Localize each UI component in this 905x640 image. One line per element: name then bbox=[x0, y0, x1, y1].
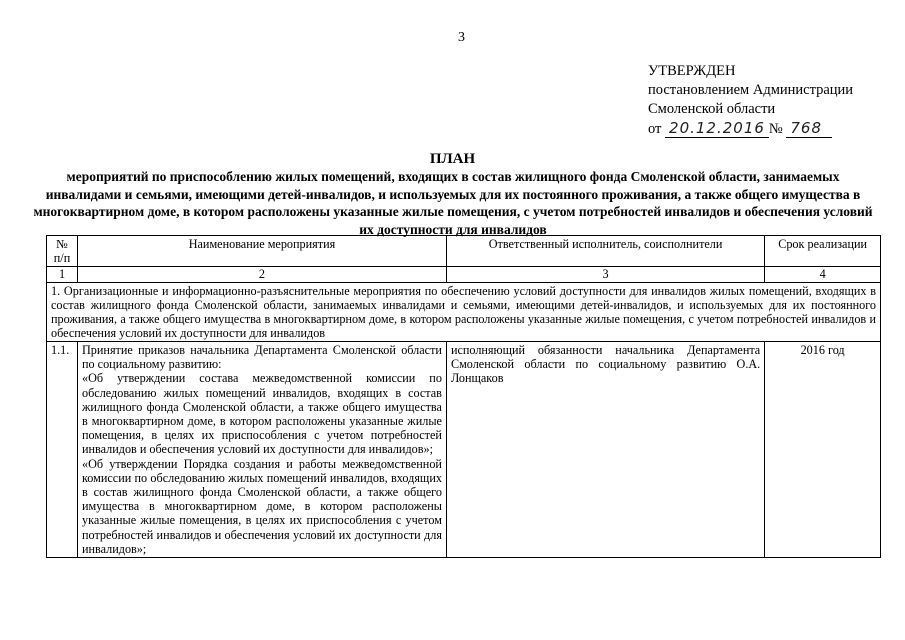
column-number: 4 bbox=[765, 267, 881, 283]
plan-title: ПЛАН bbox=[429, 151, 476, 167]
column-number-row bbox=[47, 267, 881, 283]
page-number: 3 bbox=[458, 30, 465, 45]
column-number: 3 bbox=[446, 267, 764, 283]
handwritten-number: 768 bbox=[786, 119, 832, 138]
row-name-paragraph: «Об утверждении Порядка создания и работы межведомственной комиссии по обследованию жилых помещений инвалидов, входящих в состав жилищного фонда Смоленской области, а также общего имущества в многоквартирном доме, в котором расположены указанные жилые помещения, в целях их приспособления с учетом потребностей инвалидов и обеспечения условий их доступности для инвалидов»; bbox=[82, 456, 442, 556]
section-heading: 1. Организационные и информационно-разъяснительные мероприятия по обеспечению условий доступности для инвалидов жилых помещений, входящих в состав жилищного фонда Смоленской области, занимаемых инвалидами и семьями, имеющими детей-инвалидов, и используемых для их постоянного проживания, а также общего имущества в многоквартирном доме, в котором расположены указанные жилые помещения, с учетом потребностей инвалидов и обеспечения условий их доступности для инвалидов bbox=[47, 283, 881, 342]
handwritten-date: 20.12.2016 bbox=[665, 119, 769, 138]
header-deadline: Срок реализации bbox=[765, 236, 881, 267]
section-row bbox=[47, 283, 881, 342]
date-prefix: от bbox=[648, 121, 662, 137]
number-prefix: № bbox=[768, 121, 783, 137]
approval-line-1: постановлением Администрации bbox=[648, 82, 854, 98]
plan-subtitle: мероприятий по приспособлению жилых помещений, входящих в состав жилищного фонда Смоленской области, занимаемых инвалидами и семьями, имеющими детей-инвалидов, и используемых для их постоянного проживания, а также общего имущества в многоквартирном доме, в котором расположены указанные жилые помещения, с учетом потребностей инвалидов и обеспечения условий их доступности для инвалидов bbox=[33, 169, 873, 237]
header-executor: Ответственный исполнитель, соисполнители bbox=[446, 236, 764, 267]
approval-date-line bbox=[648, 119, 853, 139]
approval-stamp bbox=[648, 62, 853, 139]
header-name: Наименование мероприятия bbox=[78, 236, 447, 267]
row-name-cell bbox=[78, 342, 447, 558]
column-number: 2 bbox=[78, 267, 447, 283]
row-executor: исполняющий обязанности начальника Департамента Смоленской области по социальному развитию О.А. Лонщаков bbox=[446, 342, 764, 558]
row-name-paragraph: «Об утверждении состава межведомственной комиссии по обследованию жилых помещений инвалидов, входящих в состав жилищного фонда Смоленской области, а также общего имущества в многоквартирном доме, в котором расположены указанные жилые помещения, в целях их приспособления с учетом потребностей инвалидов и обеспечения условий их доступности для инвалидов»; bbox=[82, 371, 442, 457]
table-row bbox=[47, 342, 881, 558]
row-name-paragraph: Принятие приказов начальника Департамента Смоленской области по социальному развитию: bbox=[82, 343, 442, 372]
table-header-row bbox=[47, 236, 881, 267]
plan-table bbox=[46, 235, 881, 558]
column-number: 1 bbox=[47, 267, 78, 283]
row-deadline: 2016 год bbox=[765, 342, 881, 558]
approval-title: УТВЕРЖДЕН bbox=[648, 63, 736, 79]
approval-line-2: Смоленской области bbox=[648, 101, 776, 117]
row-number: 1.1. bbox=[47, 342, 78, 558]
header-num: № п/п bbox=[47, 236, 78, 267]
